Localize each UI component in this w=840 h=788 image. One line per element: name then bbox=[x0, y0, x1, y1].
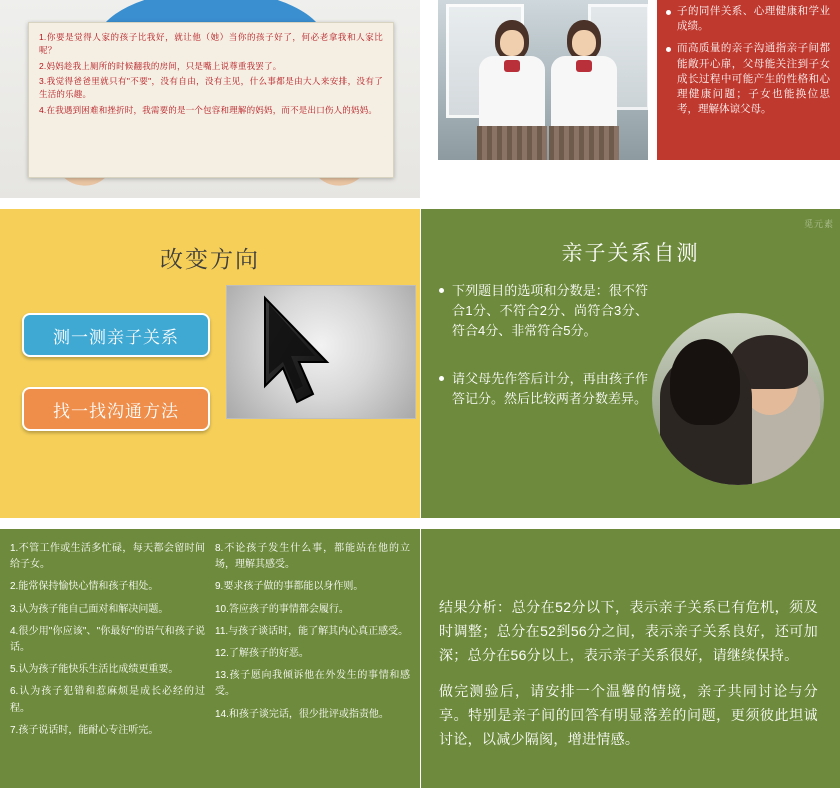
instruction-bullet: 请父母先作答后计分，再由孩子作答记分。然后比较两者分数差异。 bbox=[439, 369, 648, 409]
cursor-image bbox=[226, 285, 416, 419]
list-item: 12.了解孩子的好恶。 bbox=[215, 647, 309, 659]
sign-line: 1.你要是觉得人家的孩子比我好，就让他（她）当你的孩子好了，何必老拿我和人家比呢？ bbox=[39, 32, 383, 55]
column-gutter bbox=[420, 0, 421, 788]
student-face bbox=[500, 30, 524, 56]
student-uniform bbox=[479, 56, 545, 126]
questionnaire-right-column bbox=[215, 541, 410, 745]
daughter-hair bbox=[670, 339, 740, 425]
slide-communication-quality bbox=[421, 0, 840, 198]
slide-self-test bbox=[421, 209, 840, 518]
handwritten-sign bbox=[28, 22, 394, 178]
sign-line: 2.妈妈趁我上厕所的时候翻我的房间，只是嘴上说尊重我罢了。 bbox=[39, 60, 282, 71]
pill-label: 测一测亲子关系 bbox=[53, 327, 179, 347]
slide-change-direction bbox=[0, 209, 420, 518]
row-gutter bbox=[0, 198, 840, 209]
panel-bullet: 子的同伴关系、心理健康和学业成绩。 bbox=[665, 4, 830, 34]
list-item: 9.要求孩子做的事都能以身作则。 bbox=[215, 581, 364, 593]
row-gutter bbox=[0, 518, 840, 529]
student-uniform bbox=[551, 56, 617, 126]
student-figure bbox=[476, 20, 548, 160]
list-item: 2.能常保持愉快心情和孩子相处。 bbox=[10, 581, 159, 593]
sign-line: 3.我觉得爸爸里就只有"不要"，没有自由，没有主见，什么事都是由大人来安排，没有了生活的乐趣。 bbox=[39, 76, 383, 99]
questionnaire-left-column bbox=[10, 541, 205, 745]
student-ribbon bbox=[576, 60, 592, 72]
mother-daughter-photo bbox=[652, 313, 824, 485]
list-item: 7.孩子说话时，能耐心专注听完。 bbox=[10, 724, 159, 736]
test-relationship-button[interactable] bbox=[22, 313, 210, 357]
page-title: 改变方向 bbox=[160, 246, 260, 272]
list-item: 6.认为孩子犯错和惹麻烦是成长必经的过程。 bbox=[10, 686, 205, 714]
student-skirt bbox=[477, 126, 547, 160]
mouse-pointer-icon bbox=[257, 294, 377, 414]
list-item: 4.很少用"你应该"、"你最好"的语气和孩子说话。 bbox=[10, 625, 205, 653]
red-text-panel bbox=[657, 0, 840, 160]
analysis-paragraph: 结果分析：总分在52分以下，表示亲子关系已有危机，须及时调整；总分在52到56分之间，表示亲子关系良好，还可加深；总分在56分以上，表示亲子关系很好，请继续保持。 bbox=[439, 599, 818, 664]
list-item: 10.答应孩子的事情都会履行。 bbox=[215, 603, 349, 615]
slide-result-analysis bbox=[421, 529, 840, 788]
students-photo bbox=[438, 0, 648, 160]
list-item: 13.孩子愿向我倾诉他在外发生的事情和感受。 bbox=[215, 670, 410, 698]
slide-questionnaire-items bbox=[0, 529, 420, 788]
list-item: 14.和孩子谈完话，很少批评或指责他。 bbox=[215, 708, 389, 720]
list-item: 3.认为孩子能自己面对和解决问题。 bbox=[10, 603, 169, 615]
instruction-bullet: 下列题目的选项和分数是：很不符合1分、不符合2分、尚符合3分、符合4分、非常符合5分。 bbox=[439, 281, 648, 341]
student-face bbox=[572, 30, 596, 56]
analysis-paragraph: 做完测验后，请安排一个温馨的情境，亲子共同讨论与分享。特别是亲子间的回答有明显落差的问题，更须彼此坦诚讨论，以减少隔阂，增进情感。 bbox=[439, 683, 818, 748]
find-communication-button[interactable] bbox=[22, 387, 210, 431]
list-item: 8.不论孩子发生什么事，都能站在他的立场，理解其感受。 bbox=[215, 543, 410, 571]
student-skirt bbox=[549, 126, 619, 160]
list-item: 11.与孩子谈话时，能了解其内心真正感受。 bbox=[215, 625, 409, 637]
list-item: 1.不管工作或生活多忙碌，每天都会留时间给子女。 bbox=[10, 543, 205, 571]
pill-label: 找一找沟通方法 bbox=[53, 401, 179, 421]
slide-boy-with-sign bbox=[0, 0, 420, 198]
student-figure bbox=[548, 20, 620, 160]
panel-bullet: 而高质量的亲子沟通指亲子间都能敞开心扉，父母能关注到子女成长过程中可能产生的性格和心理健康问题；子女也能换位思考，理解体谅父母。 bbox=[665, 41, 830, 117]
student-ribbon bbox=[504, 60, 520, 72]
sign-line: 4.在我遇到困难和挫折时，我需要的是一个包容和理解的妈妈，而不是出口伤人的妈妈。 bbox=[39, 104, 378, 115]
watermark-label: 觅元素 bbox=[803, 219, 834, 229]
page-title: 亲子关系自测 bbox=[561, 242, 700, 265]
list-item: 5.认为孩子能快乐生活比成绩更重要。 bbox=[10, 664, 179, 676]
